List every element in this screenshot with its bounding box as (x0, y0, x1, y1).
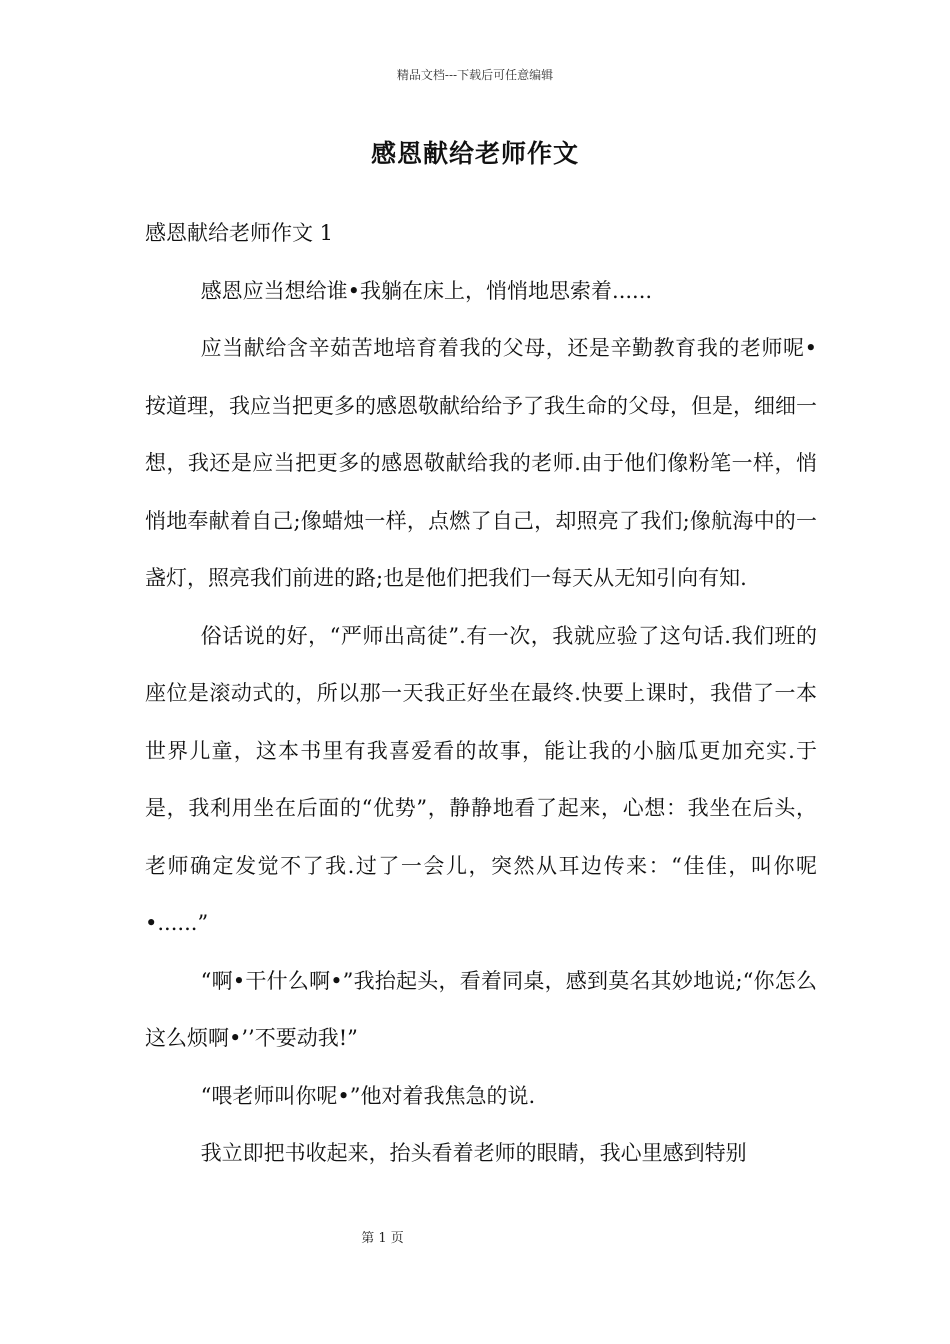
paragraph-4: “啊•干什么啊•”我抬起头，看着同桌，感到莫名其妙地说;“你怎么这么烦啊•’’不要动我!” (145, 968, 817, 1050)
document-title: 感恩献给老师作文 (370, 139, 579, 168)
section-subtitle: 感恩献给老师作文 1 (145, 221, 334, 245)
header-note: 精品文档---下载后可任意编辑 (396, 68, 554, 82)
page-number: 第 1 页 (361, 1231, 404, 1246)
paragraph-1: 感恩应当想给谁•我躺在床上，悄悄地思索着...... (200, 278, 653, 303)
document-body (145, 205, 817, 1183)
paragraph-5: “喂老师叫你呢•”他对着我焦急的说. (200, 1083, 536, 1108)
paragraph-3: 俗话说的好，“严师出高徒”.有一次，我就应验了这句话.我们班的座位是滚动式的，所以那一天我正好坐在最终.快要上课时，我借了一本世界儿童，这本书里有我喜爱看的故事，能让我的小脑瓜更加充实.于是，我利用坐在后面的“优势”，静静地看了起来，心想：我坐在后头，老师确定发觉不了我.过了一会儿，突然从耳边传来：“佳佳，叫你呢•......” (145, 623, 817, 935)
paragraph-2: 应当献给含辛茹苦地培育着我的父母，还是辛勤教育我的老师呢•按道理，我应当把更多的感恩敬献给给予了我生命的父母，但是，细细一想，我还是应当把更多的感恩敬献给我的老师.由于他们像粉笔一样，悄悄地奉献着自己;像蜡烛一样，点燃了自己，却照亮了我们;像航海中的一盏灯，照亮我们前进的路;也是他们把我们一每天从无知引向有知. (145, 336, 817, 590)
paragraph-6: 我立即把书收起来，抬头看着老师的眼睛，我心里感到特别 (200, 1141, 747, 1165)
